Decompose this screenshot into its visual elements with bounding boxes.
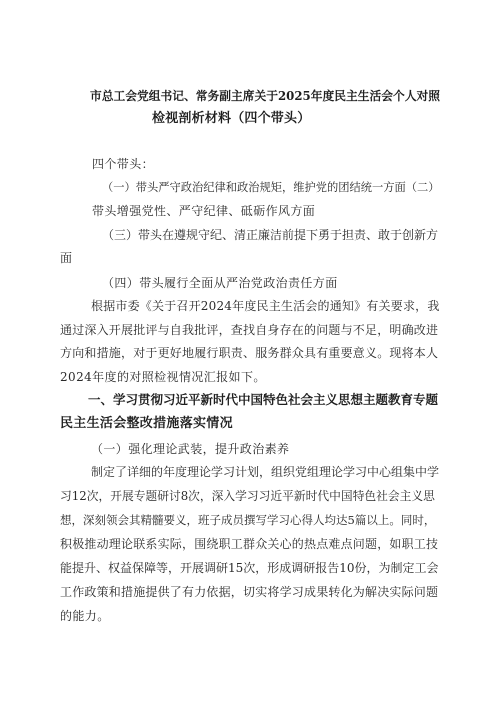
body-line-2: 习12次，开展专题研讨8次，深入学习习近平新时代中国特色社会主义思 <box>60 489 435 503</box>
item-3-line-1: （三）带头在遵规守纪、清正廉洁前提下勇于担责、敢于创新方 <box>102 228 439 242</box>
intro-line-3: 方向和措施，对于更好地履行职责、服务群众具有重要意义。现将本人 <box>60 346 439 360</box>
item-1-line-2: 带头增强党性、严守纪律、砥砺作风方面 <box>92 204 316 218</box>
intro-line-4: 2024年度的对照检视情况汇报如下。 <box>60 370 266 384</box>
section-1-heading-line-1: 一、学习贯彻习近平新时代中国特色社会主义思想主题教育专题 <box>88 392 439 407</box>
four-lead-label: 四个带头： <box>92 157 155 171</box>
intro-line-2: 通过深入开展批评与自我批评，查找自身存在的问题与不足，明确改进 <box>60 323 439 337</box>
intro-line-1: 根据市委《关于召开2024年度民主生活会的通知》有关要求，我 <box>91 299 440 313</box>
body-line-5: 能提升、权益保障等，开展调研15次，形成调研报告10份，为制定工会 <box>60 561 439 575</box>
item-4: （四）带头履行全面从严治党政治责任方面 <box>102 276 338 290</box>
item-3-line-2: 面 <box>60 251 73 265</box>
body-line-7: 的能力。 <box>60 609 110 623</box>
subsection-1-heading: （一）强化理论武装，提升政治素养 <box>91 442 290 456</box>
section-1-heading-line-2: 民主生活会整改措施落实情况 <box>60 416 233 431</box>
body-line-1: 制定了详细的年度理论学习计划，组织党组理论学习中心组集中学 <box>91 465 440 479</box>
body-line-3: 想，深刻领会其精髓要义，班子成员撰写学习心得人均达5篇以上。同时， <box>60 513 436 527</box>
body-line-6: 工作政策和措施提供了有力依据，切实将学习成果转化为解决实际问题 <box>60 585 439 599</box>
body-line-4: 积极推动理论联系实际，围绕职工群众关心的热点难点问题，如职工技 <box>60 537 439 551</box>
document-title-line-2: 检视剖析材料（四个带头） <box>152 111 311 126</box>
document-title-line-1: 市总工会党组书记、常务副主席关于2025年度民主生活会个人对照 <box>90 89 440 103</box>
item-1-line-1: （一）带头严守政治纪律和政治规矩，维护党的团结统一方面（二） <box>102 181 440 194</box>
